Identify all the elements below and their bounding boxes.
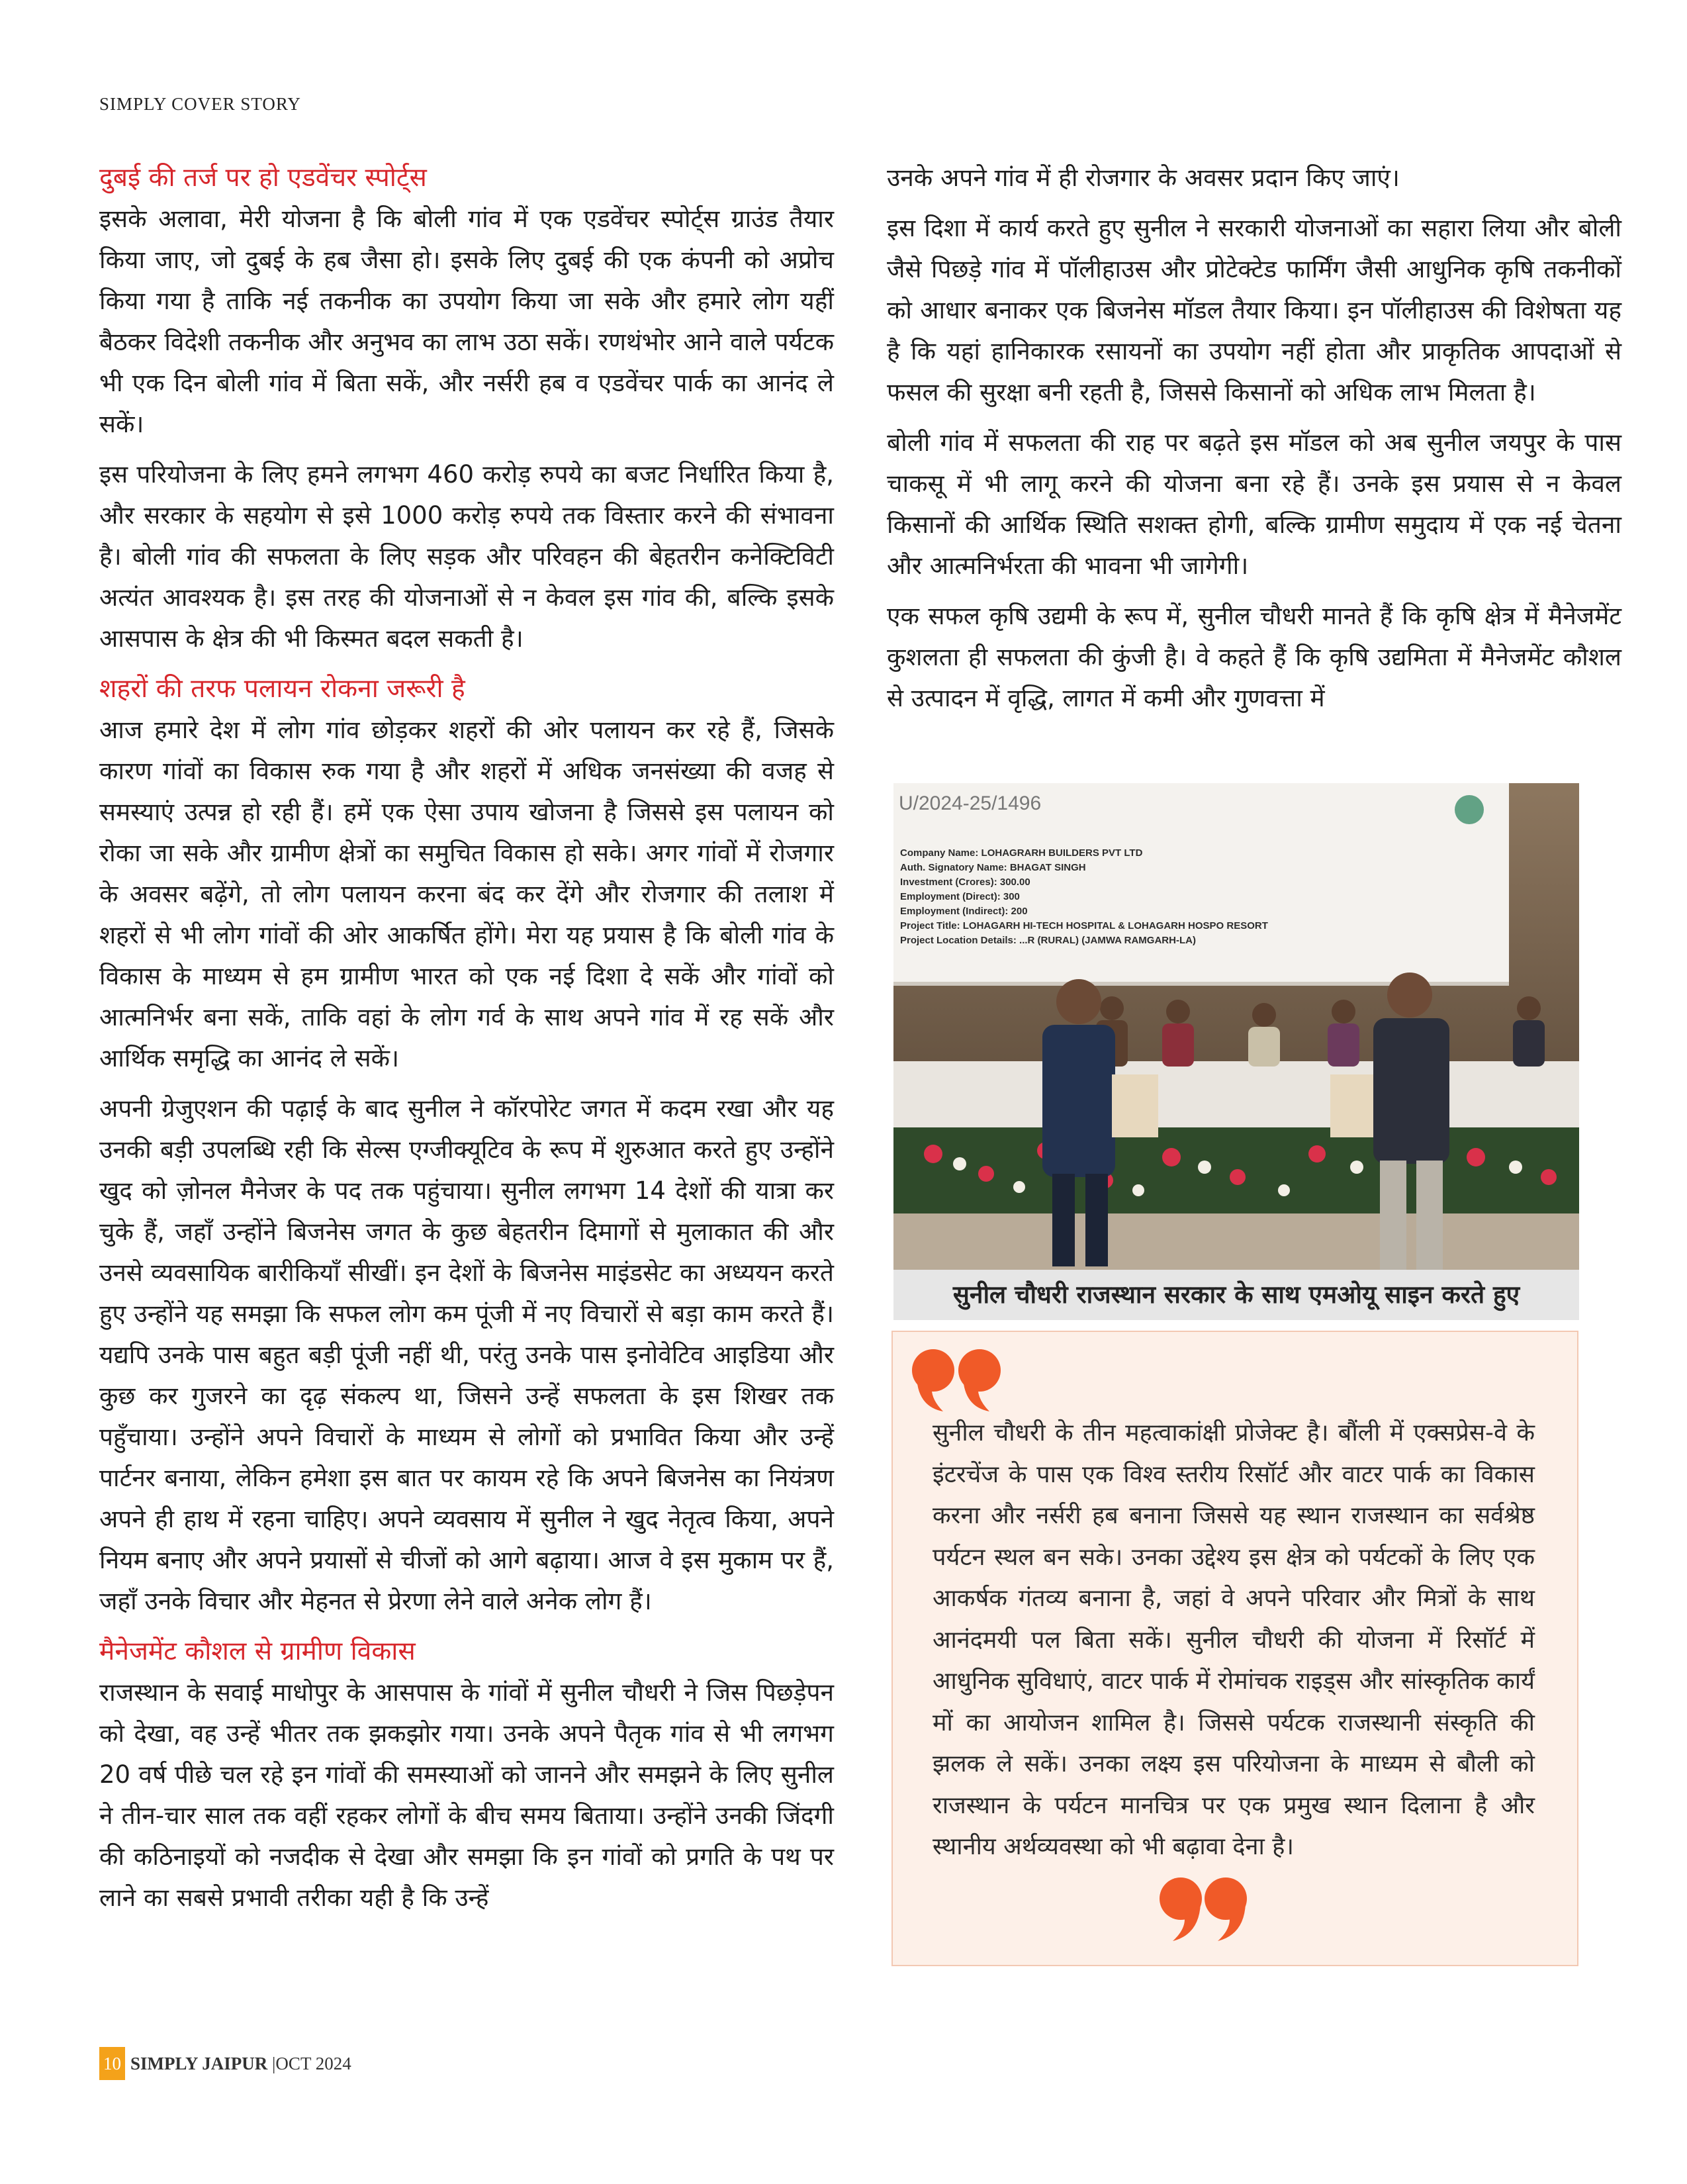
open-quote-icon: [903, 1344, 1009, 1417]
issue-date: |OCT 2024: [272, 2054, 351, 2073]
paragraph: बोली गांव में सफलता की राह पर बढ़ते इस मॉडल को अब सुनील जयपुर के पास चाकसू में भी लागू करने की योजना बना रहे हैं। उनके इस प्रयास से न केवल किसानों की आर्थिक स्थिति सशक्त होगी, बल्कि ग्रामीण समुदाय में एक नई चेतना और आत्मनिर्भरता की भावना भी जागेगी।: [887, 428, 1621, 580]
publication-name: SIMPLY JAIPUR: [130, 2054, 268, 2073]
section-label: SIMPLY COVER STORY: [99, 94, 301, 114]
event-photo: [893, 783, 1579, 1282]
event-logo-icon: [1455, 795, 1484, 824]
paragraph: उनके अपने गांव में ही रोजगार के अवसर प्रदान किए जाएं।: [887, 164, 1400, 192]
screen-ref: U/2024-25/1496: [899, 792, 1042, 814]
page-number: 10: [99, 2047, 125, 2080]
mou-folder: [1330, 1074, 1377, 1137]
screen-line: Project Location Details: ...R (RURAL) (JAMWA RAMGARH-LA): [900, 935, 1196, 946]
screen-line: Project Title: LOHAGARH HI-TECH HOSPITAL & LOHAGARH HOSPO RESORT: [900, 920, 1268, 931]
right-column: [887, 158, 1621, 728]
screen-line: Company Name: LOHAGRARH BUILDERS PVT LTD: [900, 847, 1143, 859]
close-quote-icon: [1154, 1874, 1254, 1946]
photo-caption: सुनील चौधरी राजस्थान सरकार के साथ एमओयू साइन करते हुए: [893, 1270, 1579, 1320]
paragraph: एक सफल कृषि उद्यमी के रूप में, सुनील चौधरी मानते हैं कि कृषि क्षेत्र में मैनेजमेंट कुशलता ही सफलता की कुंजी है। वे कहते हैं कि कृषि उद्यमिता में मैनेजमेंट कौशल से उत्पादन में वृद्धि, लागत में कमी और गुणवत्ता में: [887, 602, 1621, 712]
quote-text: सुनील चौधरी के तीन महत्वाकांक्षी प्रोजेक्ट है। बौंली में एक्सप्रेस-वे के इंटरचेंज के पास एक विश्व स्तरीय रिसॉर्ट और वाटर पार्क का विकास करना और नर्सरी हब बनाना जिससे यह स्थान राजस्थान का सर्वश्रेष्ठ पर्यटन स्थल बन सके। उनका उद्देश्य इस क्षेत्र को पर्यटकों के लिए एक आकर्षक गंतव्य बनाना है, जहां वे अपने परिवार और मित्रों के साथ आनंदमयी पल बिता सकें। सुनील चौधरी की योजना में रिसॉर्ट में आधुनिक सुविधाएं, वाटर पार्क में रोमांचक राइड्स और सांस्कृतिक कार्यं मों का आयोजन शामिल है। जिससे पर्यटक राजस्थानी संस्कृति की झलक ले सकें। उनका लक्ष्य इस परियोजना के माध्यम से बौली को राजस्थान के पर्यटन मानचित्र पर एक प्रमुख स्थान दिलाना है और स्थानीय अर्थव्यवस्था को भी बढ़ावा देना है।: [933, 1419, 1535, 1860]
screen-line: Employment (Direct): 300: [900, 891, 1020, 902]
paragraph: इस परियोजना के लिए हमने लगभग 460 करोड़ रुपये का बजट निर्धारित किया है, और सरकार के सहयोग से इसे 1000 करोड़ रुपये तक विस्तार करने की संभावना है। बोली गांव की सफलता के लिए सड़क और परिवहन की बेहतरीन कनेक्टिविटी अत्यंत आवश्यक है। इस तरह की योजनाओं से न केवल इस गांव की, बल्कि इसके आसपास के क्षेत्र की भी किस्मत बदल सकती है।: [99, 460, 834, 653]
paragraph: आज हमारे देश में लोग गांव छोड़कर शहरों की ओर पलायन कर रहे हैं, जिसके कारण गांवों का विकास रुक गया है और शहरों में अधिक जनसंख्या की वजह से समस्याएं उत्पन्न हो रही हैं। हमें एक ऐसा उपाय खोजना है जिससे इस पलायन को रोका जा सके और ग्रामीण क्षेत्रों का समुचित विकास हो सके। अगर गांवों में रोजगार के अवसर बढ़ेंगे, तो लोग पलायन करना बंद कर देंगे और रोजगार की तलाश में शहरों से भी लोग गांवों की ओर आकर्षित होंगे। मेरा यह प्रयास है कि बोली गांव के विकास के माध्यम से हम ग्रामीण भारत को एक नई दिशा दे सकें और गांवों को आत्मनिर्भर बना सकें, ताकि वहां के लोग गर्व के साथ अपने गांव में रह सकें और आर्थिक समृद्धि का आनंद ले सकें।: [99, 716, 834, 1072]
paragraph: राजस्थान के सवाई माधोपुर के आसपास के गांवों में सुनील चौधरी ने जिस पिछड़ेपन को देखा, वह उन्हें भीतर तक झकझोर गया। उनके अपने पैतृक गांव से भी लगभग 20 वर्ष पीछे चल रहे इन गांवों की समस्याओं को जानने और समझने के लिए सुनील ने तीन-चार साल तक वहीं रहकर लोगों के बीच समय बिताया। उन्होंने उनकी जिंदगी की कठिनाइयों को नजदीक से देखा और समझा कि इन गांवों को प्रगति के पथ पर लाने का सबसे प्रभावी तरीका यही है कि उन्हें: [99, 1678, 834, 1912]
heading-management-skills: मैनेजमेंट कौशल से ग्रामीण विकास: [99, 1637, 416, 1666]
screen-line: Auth. Signatory Name: BHAGAT SINGH: [900, 862, 1086, 873]
mou-folder: [1112, 1074, 1158, 1137]
left-column: [99, 158, 834, 1928]
screen-line: Investment (Crores): 300.00: [900, 877, 1030, 888]
page-footer: [99, 2047, 351, 2080]
heading-adventure-sports: दुबई की तर्ज पर हो एडवेंचर स्पोर्ट्स: [99, 163, 427, 193]
heading-migration: शहरों की तरफ पलायन रोकना जरूरी है: [99, 674, 465, 704]
paragraph: इसके अलावा, मेरी योजना है कि बोली गांव में एक एडवेंचर स्पोर्ट्स ग्राउंड तैयार किया जाए, जो दुबई के हब जैसा हो। इसके लिए दुबई की एक कंपनी को अप्रोच किया गया है ताकि नई तकनीक का उपयोग किया जा सके और हमारे लोग यहीं बैठकर विदेशी तकनीक और अनुभव का लाभ उठा सकें। रणथंभोर आने वाले पर्यटक भी एक दिन बोली गांव में बिता सकें, और नर्सरी हब व एडवेंचर पार्क का आनंद ले सकें।: [99, 205, 834, 438]
pull-quote: [891, 1331, 1578, 1966]
paragraph: अपनी ग्रेजुएशन की पढ़ाई के बाद सुनील ने कॉरपोरेट जगत में कदम रखा और यह उनकी बड़ी उपलब्धि रही कि सेल्स एग्जीक्यूटिव के रूप में शुरुआत करते हुए उन्होंने खुद को ज़ोनल मैनेजर के पद तक पहुंचाया। सुनील लगभग 14 देशों की यात्रा कर चुके हैं, जहाँ उन्होंने बिजनेस जगत के कुछ बेहतरीन दिमागों से मुलाकात की और उनसे व्यवसायिक बारीकियाँ सीखीं। इन देशों के बिजनेस माइंडसेट का अध्ययन करते हुए उन्होंने यह समझा कि सफल लोग कम पूंजी में नए विचारों से बड़ा काम करते हैं। यद्यपि उनके पास बहुत बड़ी पूंजी नहीं थी, परंतु उनके पास इनोवेटिव आइडिया और कुछ कर गुजरने का दृढ़ संकल्प था, जिसने उन्हें सफलता के इस शिखर तक पहुँचाया। उन्होंने अपने विचारों के माध्यम से लोगों को प्रभावित किया और उन्हें पार्टनर बनाया, लेकिन हमेशा इस बात पर कायम रहे कि अपने बिजनेस का नियंत्रण अपने ही हाथ में रहना चाहिए। अपने व्यवसाय में सुनील ने खुद नेतृत्व किया, अपने नियम बनाए और अपने प्रयासों से चीजों को आगे बढ़ाया। आज वे इस मुकाम पर हैं, जहाँ उनके विचार और मेहनत से प्रेरणा लेने वाले अनेक लोग हैं।: [99, 1094, 834, 1615]
paragraph: इस दिशा में कार्य करते हुए सुनील ने सरकारी योजनाओं का सहारा लिया और बोली जैसे पिछड़े गांव में पॉलीहाउस और प्रोटेक्टेड फार्मिंग जैसी आधुनिक कृषि तकनीकों को आधार बनाकर एक बिजनेस मॉडल तैयार किया। इन पॉलीहाउस की विशेषता यह है कि यहां हानिकारक रसायनों का उपयोग नहीं होता और प्राकृतिक आपदाओं से फसल की सुरक्षा बनी रहती है, जिससे किसानों को अधिक लाभ मिलता है।: [887, 214, 1621, 406]
screen-line: Employment (Indirect): 200: [900, 906, 1028, 917]
